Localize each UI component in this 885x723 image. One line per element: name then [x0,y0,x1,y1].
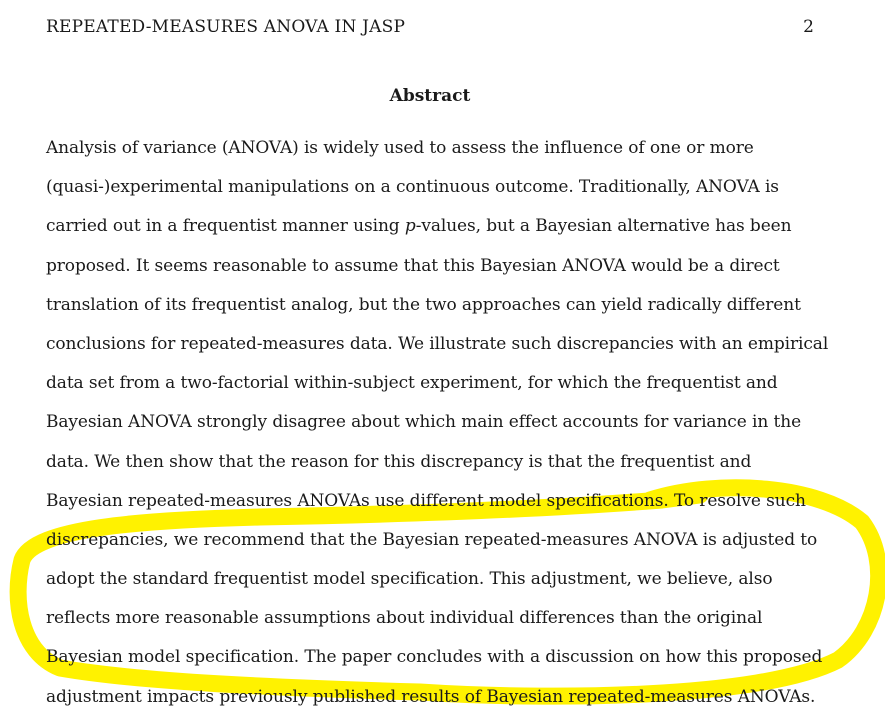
abstract-line: adopt the standard frequentist model specification. This adjustment, we believe, also [46,569,773,590]
abstract-body [46,135,829,723]
abstract-line: data. We then show that the reason for this discrepancy is that the frequentist and [46,451,752,472]
abstract-line: data set from a two-factorial within-subject experiment, for which the frequentist and [46,373,778,394]
abstract-line: Bayesian model specification. The paper concludes with a discussion on how this proposed [46,647,823,668]
page-number: 2 [803,17,814,37]
abstract-line: adjustment impacts previously published results of Bayesian repeated-measures ANOVAs. [46,686,816,707]
abstract-heading: Abstract [389,86,471,106]
abstract-line: Bayesian repeated-measures ANOVAs use different model specifications. To resolve such [46,490,806,511]
abstract-line: (quasi-)experimental manipulations on a continuous outcome. Traditionally, ANOVA is [46,177,779,198]
abstract-line: Analysis of variance (ANOVA) is widely used to assess the influence of one or more [46,138,754,158]
running-head: REPEATED-MEASURES ANOVA IN JASP [46,17,406,37]
abstract-line: reflects more reasonable assumptions about individual differences than the original [46,608,763,629]
abstract-line: translation of its frequentist analog, but the two approaches can yield radically different [46,294,801,315]
abstract-line: carried out in a frequentist manner using p-values, but a Bayesian alternative has been [46,216,792,237]
abstract-line: proposed. It seems reasonable to assume that this Bayesian ANOVA would be a direct [46,255,780,276]
abstract-line: Bayesian ANOVA strongly disagree about which main effect accounts for variance in the [46,412,802,433]
abstract-line: conclusions for repeated-measures data. We illustrate such discrepancies with an empirical [46,333,829,354]
abstract-line: discrepancies, we recommend that the Bayesian repeated-measures ANOVA is adjusted to [46,529,818,550]
